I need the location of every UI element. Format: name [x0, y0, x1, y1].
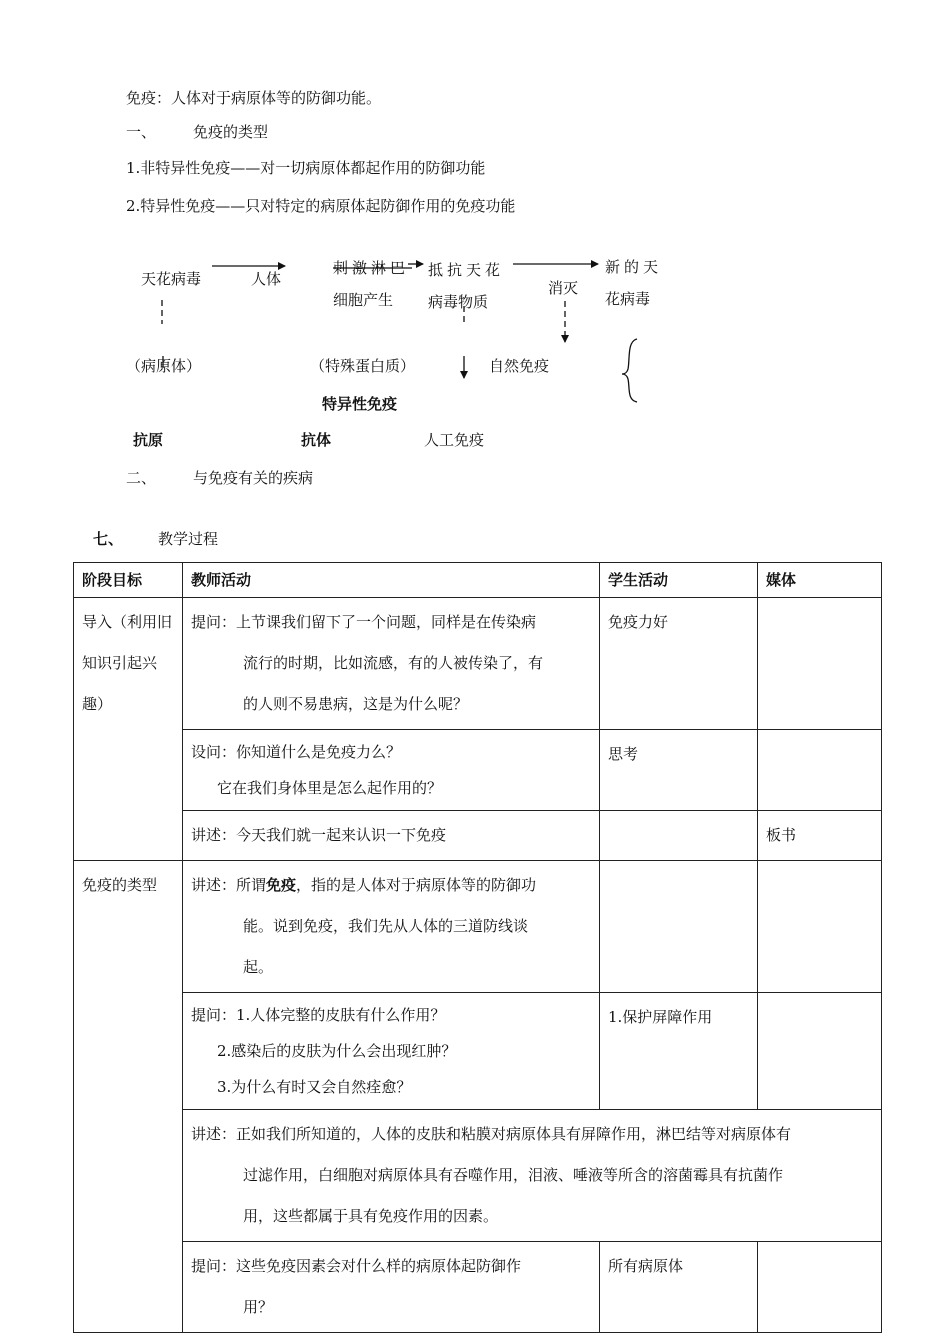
stage-intro-cell: 导入（利用旧知识引起兴趣） [74, 598, 183, 861]
stage-types-cell: 免疫的类型 [74, 861, 183, 1333]
teaching-process-table [73, 562, 882, 1333]
section1-title: 免疫的类型 [193, 123, 269, 141]
section7-number: 七、 [93, 530, 124, 548]
section2-number: 二、 [126, 469, 157, 487]
header-media: 媒体 [758, 563, 882, 598]
natural-immunity-label: 自然免疫 [489, 357, 550, 375]
header-student: 学生活动 [600, 563, 758, 598]
student-cell: 所有病原体 [600, 1242, 758, 1333]
resist-smallpox-label: 抵抗天花 [428, 261, 505, 279]
table-row [74, 730, 882, 811]
table-row [74, 1242, 882, 1333]
specific-immunity-item: 2.特异性免疫——只对特定的病原体起防御作用的免疫功能 [126, 197, 516, 215]
antibody-label: 抗体 [301, 431, 332, 449]
section2-title: 与免疫有关的疾病 [193, 469, 314, 487]
curly-brace [622, 339, 637, 402]
teacher-cell: 讲述：所谓免疫，指的是人体对于病原体等的防御功 能。说到免疫，我们先从人体的三道防线谈 起。 [183, 861, 600, 993]
header-stage: 阶段目标 [74, 563, 183, 598]
table-row [74, 598, 882, 730]
stimulate-label: 刺激淋巴 [333, 259, 410, 277]
table-header-row [74, 563, 882, 598]
teacher-cell: 设问：你知道什么是免疫力么？ 它在我们身体里是怎么起作用的？ [183, 730, 600, 811]
teacher-cell: 提问：这些免疫因素会对什么样的病原体起防御作 用？ [183, 1242, 600, 1333]
new-virus-label: 花病毒 [605, 290, 651, 308]
student-cell: 免疫力好 [600, 598, 758, 730]
student-cell: 思考 [600, 730, 758, 811]
specific-immunity-label: 特异性免疫 [322, 395, 398, 413]
nonspecific-immunity-item: 1.非特异性免疫——对一切病原体都起作用的防御功能 [126, 159, 486, 177]
table-row [74, 1110, 882, 1242]
new-smallpox-label: 新的天 [605, 258, 663, 276]
definition-text: 免疫：人体对于病原体等的防御功能。 [126, 89, 382, 107]
virus-substance-label: 病毒物质 [428, 293, 489, 311]
smallpox-virus-label: 天花病毒 [141, 270, 202, 288]
section7-title: 教学过程 [158, 530, 219, 548]
student-cell [600, 811, 758, 861]
media-cell [758, 730, 882, 811]
special-protein-label: （特殊蛋白质） [310, 357, 416, 375]
teacher-cell: 讲述：今天我们就一起来认识一下免疫 [183, 811, 600, 861]
cells-produce-label: 细胞产生 [333, 291, 394, 309]
section1-number: 一、 [126, 123, 157, 141]
table-row [74, 993, 882, 1110]
human-body-label: 人体 [251, 270, 282, 288]
media-cell [758, 993, 882, 1110]
artificial-immunity-label: 人工免疫 [424, 431, 485, 449]
media-cell: 板书 [758, 811, 882, 861]
table-row [74, 811, 882, 861]
teacher-cell-wide: 讲述：正如我们所知道的，人体的皮肤和粘膜对病原体具有屏障作用，淋巴结等对病原体有 过滤作用，白细胞对病原体具有吞噬作用，泪液、唾液等所含的溶菌霉具有抗菌作 用，这些都属于具有免疫作用的因素。 [183, 1110, 882, 1242]
media-cell [758, 861, 882, 993]
student-cell [600, 861, 758, 993]
teacher-cell: 提问：1.人体完整的皮肤有什么作用？ 2.感染后的皮肤为什么会出现红肿？ 3.为什么有时又会自然痊愈？ [183, 993, 600, 1110]
eliminate-label: 消灭 [548, 279, 579, 297]
student-cell: 1.保护屏障作用 [600, 993, 758, 1110]
media-cell [758, 598, 882, 730]
pathogen-label: （病原体） [126, 357, 202, 375]
header-teacher: 教师活动 [183, 563, 600, 598]
media-cell [758, 1242, 882, 1333]
antigen-label: 抗原 [133, 431, 164, 449]
teacher-cell: 提问：上节课我们留下了一个问题，同样是在传染病 流行的时期，比如流感，有的人被传染了，有 的人则不易患病，这是为什么呢？ [183, 598, 600, 730]
table-row [74, 861, 882, 993]
